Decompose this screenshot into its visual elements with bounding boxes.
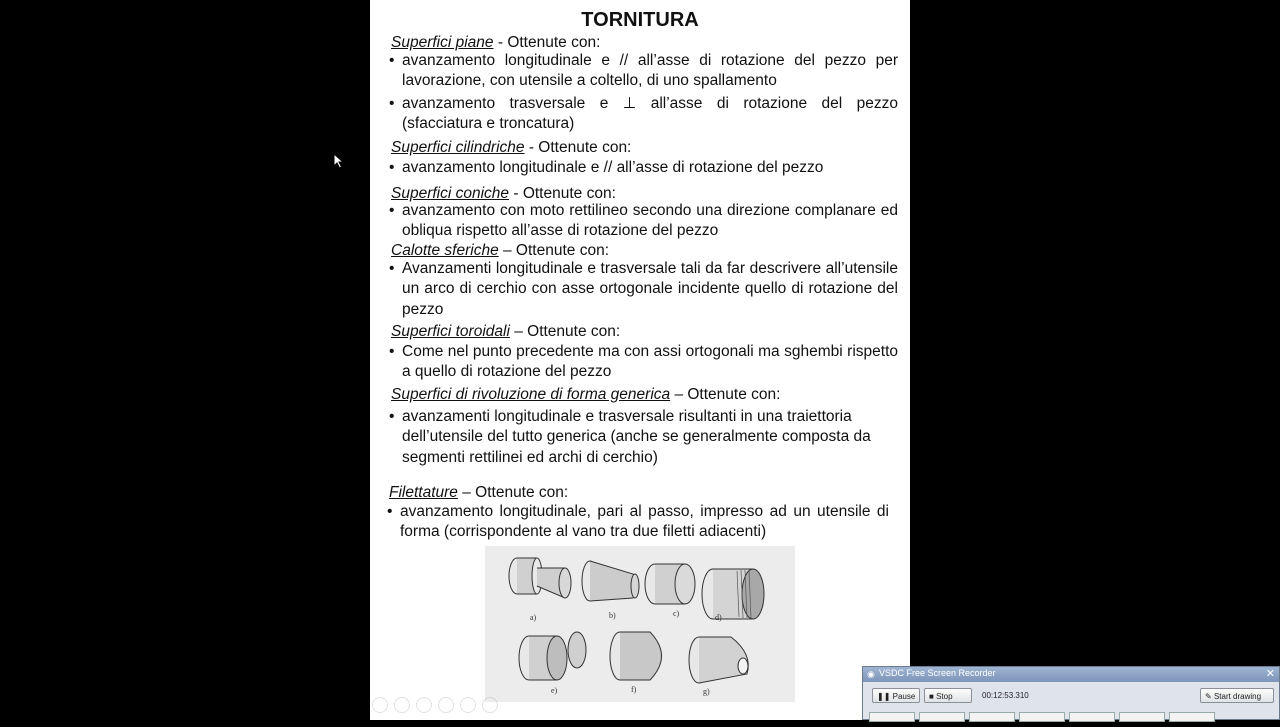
figure-label-a: a) — [530, 613, 537, 622]
list-item: • avanzamento trasversale e ⊥ all’asse di rotazione del pezzo (sfacciatura e troncatura) — [389, 95, 898, 133]
zoom-icon[interactable] — [460, 697, 476, 713]
figure-label-e: e) — [551, 686, 558, 695]
toolbar-slot[interactable] — [919, 712, 965, 722]
toolbar-slot[interactable] — [1169, 712, 1215, 722]
figure-label-f: f) — [631, 685, 637, 694]
start-drawing-button[interactable]: ✎ Start drawing — [1200, 688, 1274, 703]
pen-icon[interactable] — [416, 697, 432, 713]
section-heading-superfici-cilindriche: Superfici cilindriche - Ottenute con: — [391, 139, 632, 156]
turning-shapes-figure — [485, 546, 795, 702]
toolbar-slot[interactable] — [969, 712, 1015, 722]
screen-recorder-window — [862, 666, 1280, 720]
section-heading-calotte-sferiche: Calotte sferiche – Ottenute con: — [391, 242, 609, 259]
drawing-icon: ✎ — [1205, 692, 1214, 701]
figure-label-b: b) — [609, 611, 616, 620]
list-item: • Avanzamenti longitudinale e trasversale tali da far descrivere all’utensile un arco di cerchio con asse ortogonale incidente quello di rotazione del pezzo — [389, 260, 898, 318]
page-title: TORNITURA — [581, 9, 699, 31]
section-heading-superfici-coniche: Superfici coniche - Ottenute con: — [391, 185, 616, 202]
recorder-app-icon: ◉ — [867, 669, 875, 679]
section-heading-filettature: Filettature – Ottenute con: — [389, 484, 569, 501]
figure-label-g: g) — [703, 687, 710, 696]
pause-icon: ❚❚ — [877, 692, 893, 701]
grid-icon[interactable] — [438, 697, 454, 713]
list-item: • avanzamenti longitudinale e trasversale risultanti in una traiettoria dell’utensile del tutto generica (anche se generalmente composta da segmenti rettilinei ed archi di cerchio) — [389, 408, 871, 466]
stop-button[interactable]: ■ Stop — [924, 688, 972, 703]
list-item: • avanzamento longitudinale, pari al passo, impresso ad un utensile di forma (corrispondente al vano tra due filetti adiacenti) — [387, 503, 889, 541]
toolbar-slot[interactable] — [1069, 712, 1115, 722]
section-heading-superfici-rivoluzione: Superfici di rivoluzione di forma generica – Ottenute con: — [391, 386, 781, 403]
recorder-toolbar-row — [869, 709, 1273, 719]
slideshow-controls[interactable] — [372, 697, 522, 717]
toolbar-slot[interactable] — [1119, 712, 1165, 722]
recorder-title: VSDC Free Screen Recorder — [879, 668, 996, 678]
figure-label-c: c) — [673, 609, 680, 618]
section-heading-superfici-toroidali: Superfici toroidali – Ottenute con: — [391, 323, 621, 340]
document-page — [370, 0, 910, 720]
more-icon[interactable] — [482, 697, 498, 713]
section-heading-superfici-piane: Superfici piane - Ottenute con: — [391, 34, 601, 51]
stop-icon: ■ — [929, 692, 937, 701]
pause-button[interactable]: ❚❚ Pause — [872, 688, 920, 703]
figure-label-d: d) — [715, 613, 722, 622]
list-item: • avanzamento longitudinale e // all’asse di rotazione del pezzo per lavorazione, con utensile a coltello, di uno spallamento — [389, 52, 898, 90]
recorder-titlebar[interactable] — [863, 667, 1279, 682]
turning-shapes-drawing — [485, 546, 795, 702]
recording-timer: 00:12:53.310 — [982, 691, 1029, 700]
prev-icon[interactable] — [372, 697, 388, 713]
toolbar-slot[interactable] — [869, 712, 915, 722]
toolbar-slot[interactable] — [1019, 712, 1065, 722]
list-item: • Come nel punto precedente ma con assi ortogonali ma sghembi rispetto a quello di rotazione del pezzo — [389, 343, 898, 381]
list-item: • avanzamento longitudinale e // all’asse di rotazione del pezzo — [389, 159, 824, 176]
close-icon[interactable]: ✕ — [1265, 668, 1275, 680]
list-item: • avanzamento con moto rettilineo secondo una direzione complanare ed obliqua rispetto all’asse di rotazione del pezzo — [389, 202, 898, 240]
mouse-cursor-icon — [333, 153, 345, 169]
next-icon[interactable] — [394, 697, 410, 713]
